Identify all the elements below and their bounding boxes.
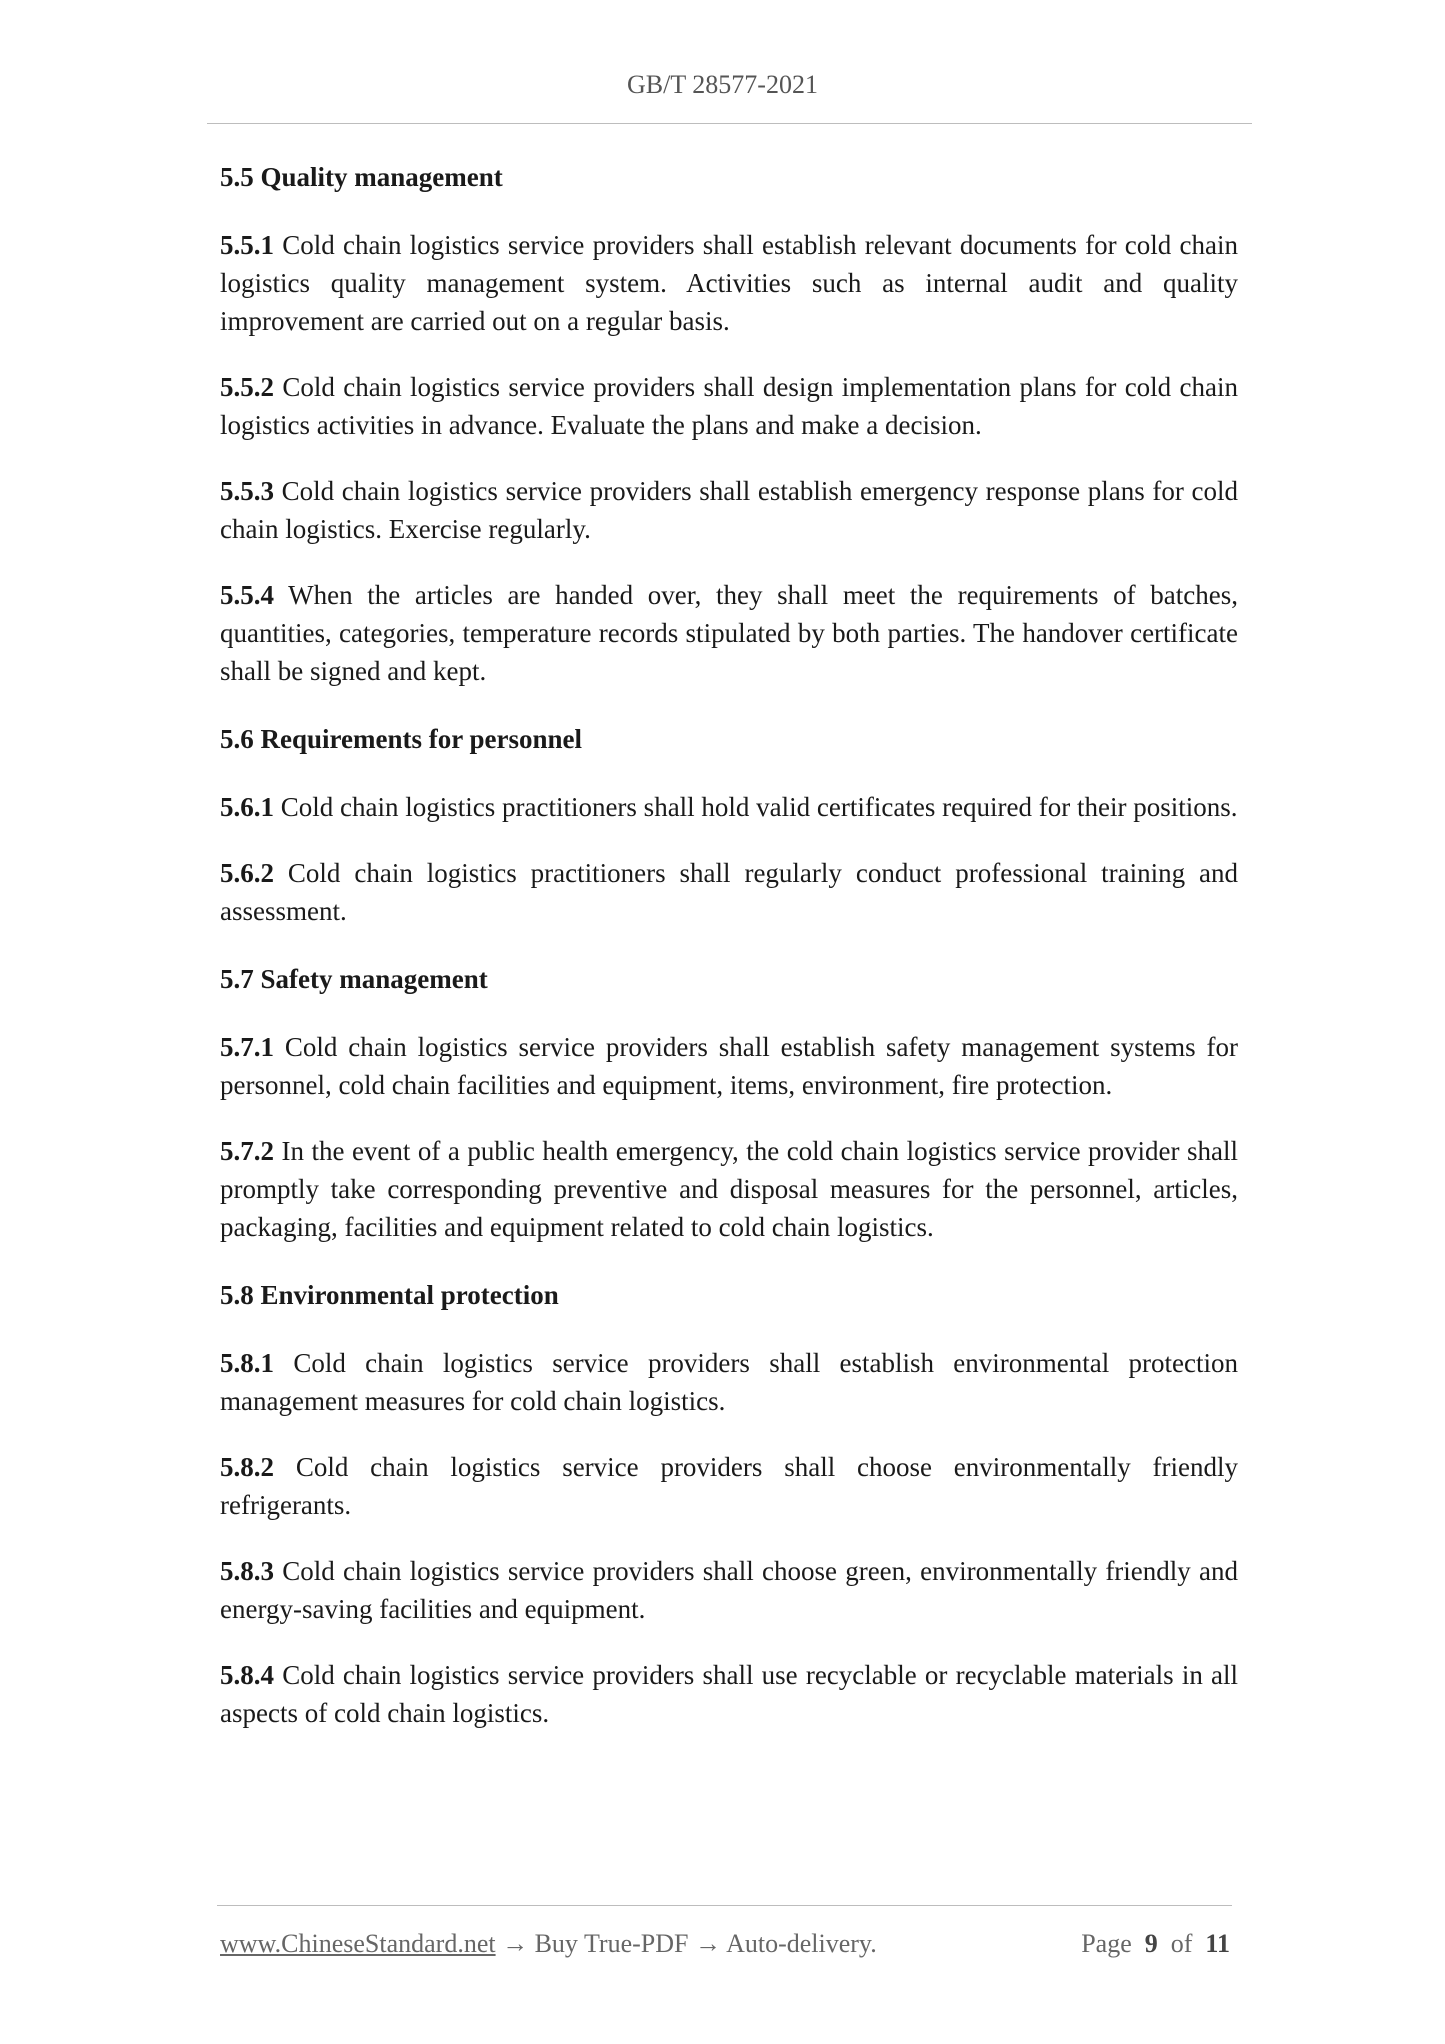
section-heading-5-8: 5.8 Environmental protection bbox=[220, 1280, 559, 1310]
clause-text: Cold chain logistics service providers shall choose environmentally friendly refrigerants. bbox=[220, 1452, 1239, 1520]
clause-number: 5.5.2 bbox=[220, 372, 274, 402]
auto-delivery-text: Auto-delivery. bbox=[726, 1929, 877, 1958]
website-link[interactable]: www.ChineseStandard.net bbox=[220, 1929, 496, 1958]
clause-text: Cold chain logistics service providers shall design implementation plans for cold chain logistics activities in advance. Evaluate the plans and make a decision. bbox=[220, 372, 1239, 440]
section-heading-5-5: 5.5 Quality management bbox=[220, 162, 503, 192]
clause-text: In the event of a public health emergency, the cold chain logistics service provider shall promptly take corresponding preventive and disposal measures for the personnel, articles, packaging, facilities and equipment related to cold chain logistics. bbox=[220, 1136, 1238, 1242]
buy-true-pdf-text: Buy True-PDF bbox=[534, 1929, 689, 1958]
arrow-right-icon: → bbox=[502, 1929, 529, 1958]
page-label: Page bbox=[1081, 1929, 1132, 1958]
clause-text: Cold chain logistics service providers shall use recyclable or recyclable materials in all aspects of cold chain logistics. bbox=[220, 1660, 1238, 1728]
clause-5-6-1 bbox=[220, 788, 1238, 826]
clause-number: 5.7.2 bbox=[220, 1136, 274, 1166]
clause-5-5-2 bbox=[220, 368, 1238, 444]
clause-number: 5.7.1 bbox=[220, 1032, 274, 1062]
document-header: GB/T 28577-2021 bbox=[627, 70, 818, 99]
clause-5-5-3 bbox=[220, 472, 1238, 548]
footer-divider bbox=[217, 1905, 1232, 1906]
arrow-right-icon: → bbox=[695, 1929, 721, 1958]
clause-text: Cold chain logistics service providers shall choose green, environmentally friendly and energy-saving facilities and equipment. bbox=[220, 1556, 1238, 1624]
clause-text: Cold chain logistics practitioners shall regularly conduct professional training and assessment. bbox=[220, 858, 1238, 926]
clause-5-8-1 bbox=[220, 1344, 1238, 1420]
clause-number: 5.8.1 bbox=[220, 1348, 274, 1378]
clause-number: 5.6.1 bbox=[220, 792, 274, 822]
clause-text: Cold chain logistics practitioners shall hold valid certificates required for their positions. bbox=[280, 792, 1238, 822]
clause-5-8-2 bbox=[220, 1448, 1238, 1524]
clause-text: Cold chain logistics service providers shall establish safety management systems for personnel, cold chain facilities and equipment, items, environment, fire protection. bbox=[220, 1032, 1239, 1100]
section-heading-5-7: 5.7 Safety management bbox=[220, 964, 488, 994]
clause-number: 5.6.2 bbox=[220, 858, 274, 888]
clause-text: Cold chain logistics service providers shall establish relevant documents for cold chain logistics quality management system. Activities such as internal audit and quality improvement are carried out on a regular basis. bbox=[220, 230, 1238, 336]
footer-promo bbox=[220, 1929, 877, 1959]
section-heading-5-6: 5.6 Requirements for personnel bbox=[220, 724, 582, 754]
header-divider bbox=[207, 123, 1252, 124]
clause-5-5-1 bbox=[220, 226, 1238, 340]
clause-number: 5.8.2 bbox=[220, 1452, 274, 1482]
page-total: 11 bbox=[1205, 1929, 1230, 1958]
clause-number: 5.5.3 bbox=[220, 476, 274, 506]
clause-5-6-2 bbox=[220, 854, 1238, 930]
clause-number: 5.8.4 bbox=[220, 1660, 274, 1690]
page-indicator bbox=[1081, 1929, 1230, 1959]
clause-text: When the articles are handed over, they shall meet the requirements of batches, quantities, categories, temperature records stipulated by both parties. The handover certificate shall be signed and kept. bbox=[220, 580, 1239, 686]
clause-text: Cold chain logistics service providers shall establish environmental protection management measures for cold chain logistics. bbox=[220, 1348, 1239, 1416]
clause-text: Cold chain logistics service providers shall establish emergency response plans for cold chain logistics. Exercise regularly. bbox=[220, 476, 1238, 544]
page-current: 9 bbox=[1144, 1929, 1158, 1958]
clause-5-8-4 bbox=[220, 1656, 1238, 1732]
document-body bbox=[220, 140, 1238, 1732]
page-of-label: of bbox=[1170, 1929, 1193, 1958]
clause-number: 5.5.4 bbox=[220, 580, 274, 610]
clause-number: 5.8.3 bbox=[220, 1556, 274, 1586]
clause-number: 5.5.1 bbox=[220, 230, 274, 260]
clause-5-7-1 bbox=[220, 1028, 1238, 1104]
clause-5-7-2 bbox=[220, 1132, 1238, 1246]
clause-5-8-3 bbox=[220, 1552, 1238, 1628]
clause-5-5-4 bbox=[220, 576, 1238, 690]
